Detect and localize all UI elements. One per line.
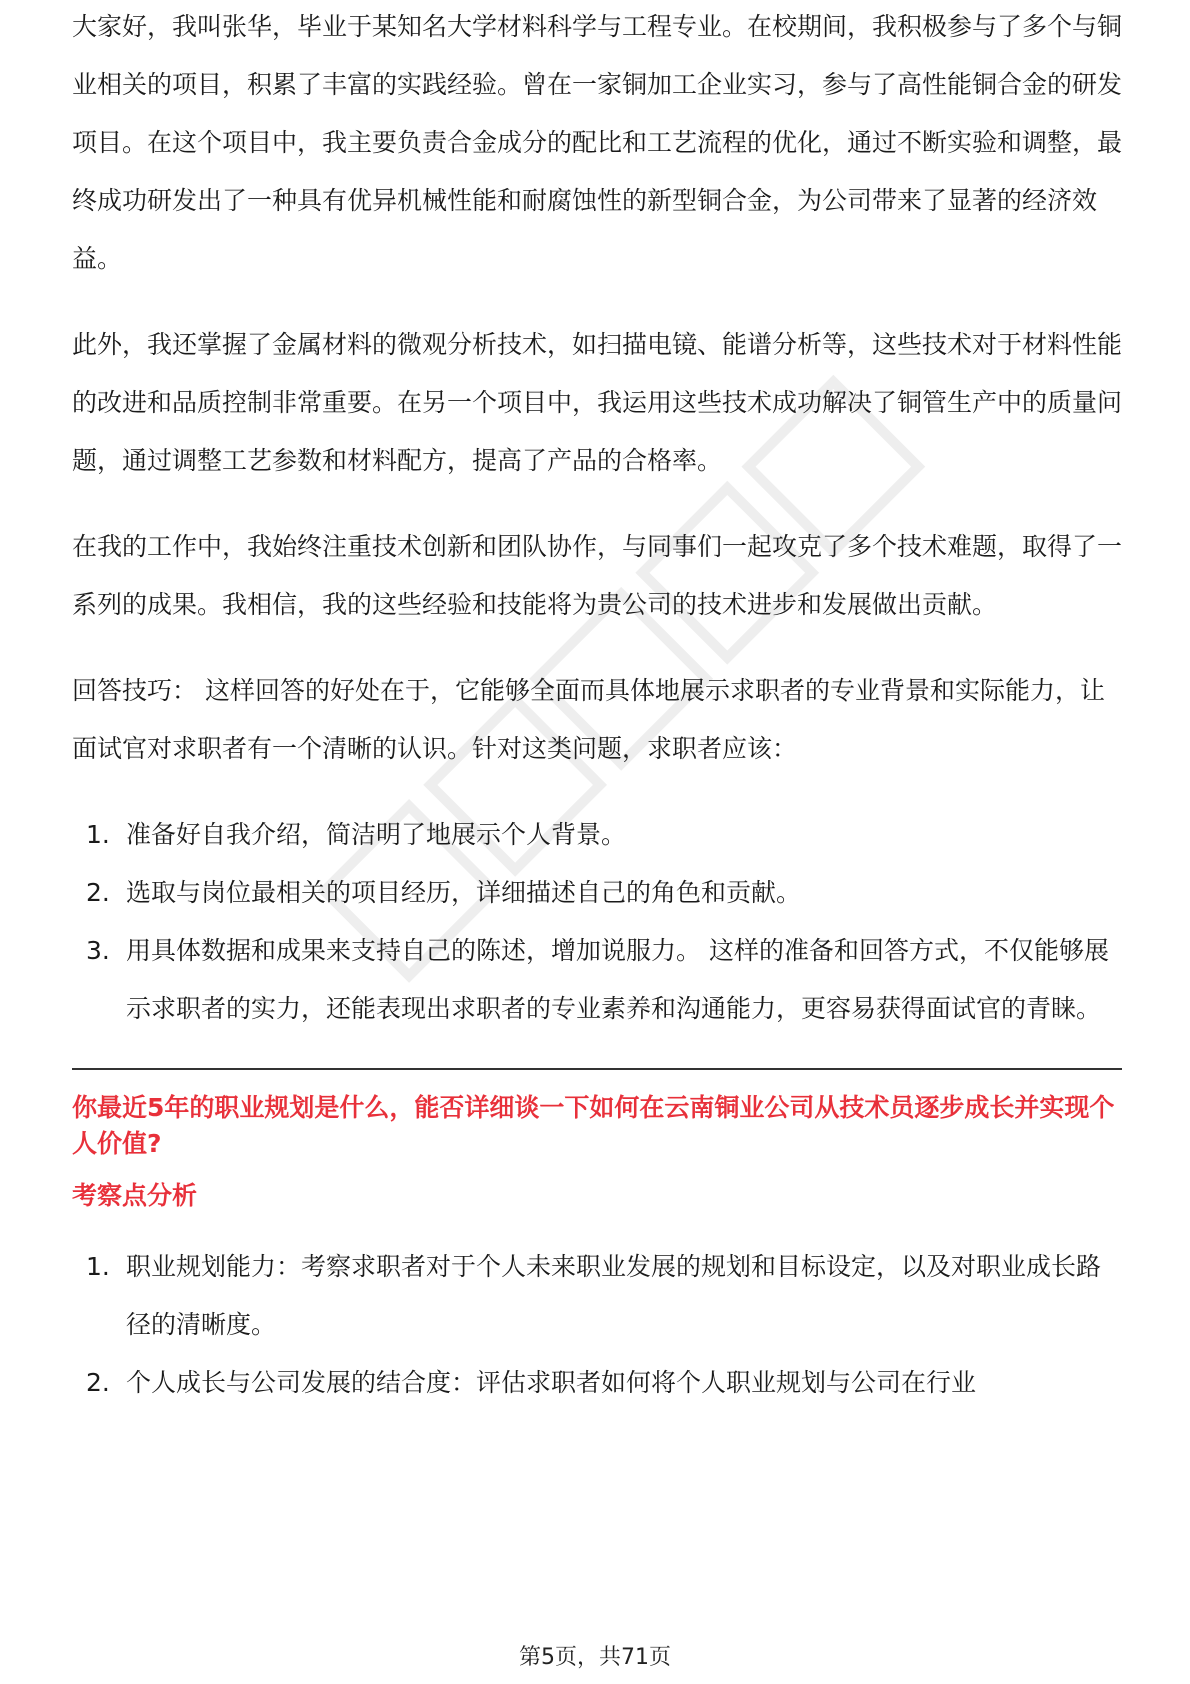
tips-list [72,806,1122,1038]
analysis-list [72,1238,1122,1412]
document-body [72,12,1123,1434]
list-item: 2. 选取与岗位最相关的项目经历，详细描述自己的角色和贡献。 [86,878,802,907]
paragraph-skills: 此外，我还掌握了金属材料的微观分析技术，如扫描电镜、能谱分析等，这些技术对于材料性能的改进和品质控制非常重要。在另一个项目中，我运用这些技术成功解决了铜管生产中的质量问题，通过调整工艺参数和材料配方，提高了产品的合格率。 [72,330,1123,475]
section-title: 考察点分析 [72,1181,198,1210]
paragraph-intro: 大家好，我叫张华，毕业于某知名大学材料科学与工程专业。在校期间，我积极参与了多个与铜业相关的项目，积累了丰富的实践经验。曾在一家铜加工企业实习，参与了高性能铜合金的研发项目。在这个项目中，我主要负责合金成分的配比和工艺流程的优化，通过不断实验和调整，最终成功研发出了一种具有优异机械性能和耐腐蚀性的新型铜合金，为公司带来了显著的经济效益。 [72,12,1123,273]
page-number: 第5页，共71页 [519,1645,671,1670]
list-item: 1. 准备好自我介绍，简洁明了地展示个人背景。 [86,820,627,849]
interview-question: 你最近5年的职业规划是什么，能否详细谈一下如何在云南铜业公司从技术员逐步成长并实现个人价值? [72,1093,1115,1158]
list-item: 3. 用具体数据和成果来支持自己的陈述，增加说服力。 这样的准备和回答方式，不仅能够展示求职者的实力，还能表现出求职者的专业素养和沟通能力，更容易获得面试官的青睐。 [86,936,1109,1023]
list-item: 1. 职业规划能力：考察求职者对于个人未来职业发展的规划和目标设定，以及对职业成长路径的清晰度。 [86,1252,1102,1339]
section-divider [72,1068,1122,1070]
paragraph-answer-tips: 回答技巧： 这样回答的好处在于，它能够全面而具体地展示求职者的专业背景和实际能力，让面试官对求职者有一个清晰的认识。针对这类问题，求职者应该： [72,676,1105,763]
paragraph-teamwork: 在我的工作中，我始终注重技术创新和团队协作，与同事们一起攻克了多个技术难题，取得了一系列的成果。我相信，我的这些经验和技能将为贵公司的技术进步和发展做出贡献。 [72,532,1123,619]
list-item: 2. 个人成长与公司发展的结合度：评估求职者如何将个人职业规划与公司在行业 [86,1368,977,1397]
